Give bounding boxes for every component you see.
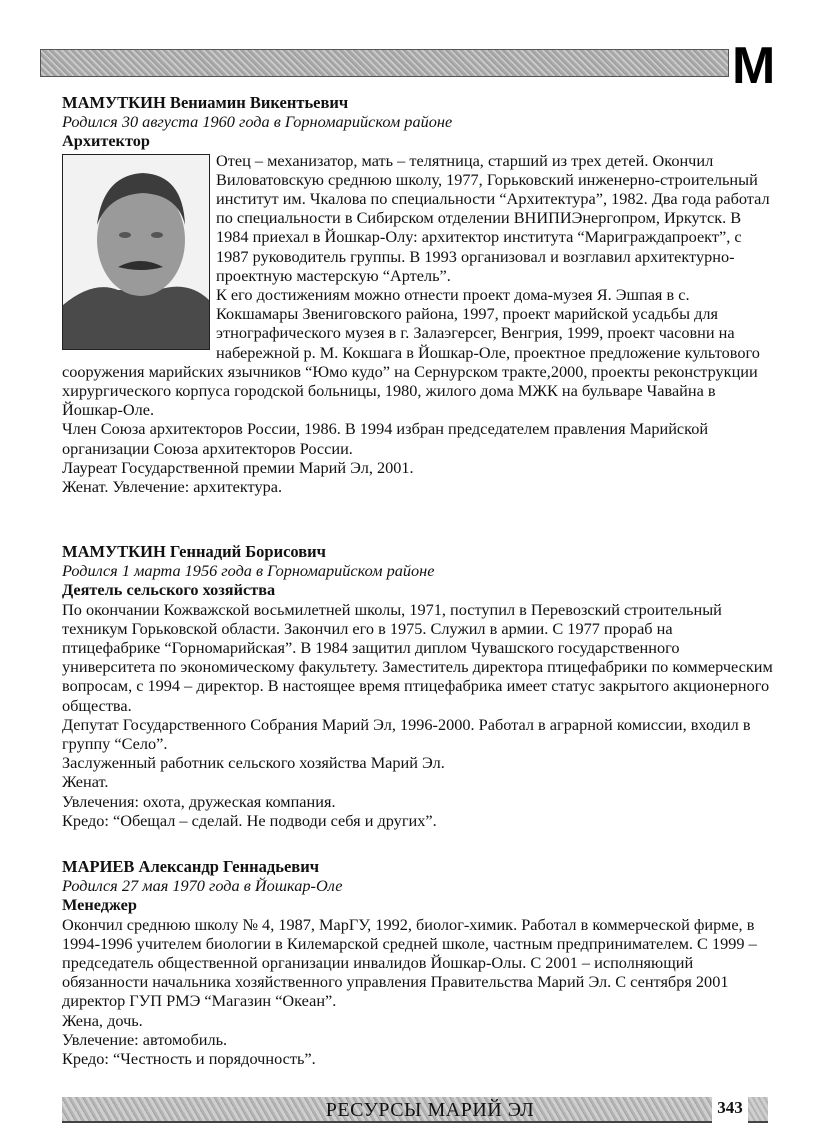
biography-paragraph: Лауреат Государственной премии Марий Эл, 2001. xyxy=(62,457,414,477)
biography-entry xyxy=(62,93,774,496)
biography-paragraph: Отец – механизатор, мать – телятница, старший из трех детей. Окончил Виловатовскую среднюю школу, 1977, Горьковский инженерно-строительный институт им. Чкалова по специальности “Архитектура”, 1982. Два года работал по специальности в Сибирском отделении ВНИПИЭнергопром, Иркутск. В 1984 приехал в Йошкар-Олу: архитектор института “Мариграждапроект”, с 1987 руководитель группы. В 1993 организовал и возглавил архитектурно-проектную мастерскую “Артель”. xyxy=(216,150,770,285)
profession: Архитектор xyxy=(62,131,150,151)
biography-paragraph: Увлечения: охота, дружеская компания. xyxy=(62,791,336,811)
biography-paragraph: Женат. Увлечение: архитектура. xyxy=(62,477,283,497)
person-name: МАРИЕВ Александр Геннадьевич xyxy=(62,857,320,876)
biography-paragraph: Депутат Государственного Собрания Марий Эл, 1996-2000. Работал в аграрной комиссии, входил в группу “Село”. xyxy=(62,714,751,754)
portrait-image-icon xyxy=(63,155,209,349)
birth-info: Родился 1 марта 1956 года в Горномарийском районе xyxy=(62,561,435,581)
section-letter: M xyxy=(732,37,776,95)
biography-paragraph: Кредо: “Обещал – сделай. Не подводи себя и других”. xyxy=(62,810,437,830)
footer-title: РЕСУРСЫ МАРИЙ ЭЛ xyxy=(325,1099,535,1121)
biography-paragraph: По окончании Кожважской восьмилетней школы, 1971, поступил в Перевозский строительный техникум Горьковской области. Закончил его в 1975. Служил в армии. С 1977 прораб на птицефабрике “Горномарийская”. В 1984 защитил диплом Чувашского государственного университета по экономическому факультету. Заместитель директора птицефабрики по коммерческим вопросам, с 1994 – директор. В настоящее время птицефабрика имеет статус закрытого акционерного общества. xyxy=(62,599,773,715)
footer-decorative-bar-end xyxy=(748,1097,768,1123)
page-number: 343 xyxy=(713,1097,747,1119)
biography-paragraph: Окончил среднюю школу № 4, 1987, МарГУ, 1992, биолог-химик. Работал в коммерческой фирме, в 1994-1996 учителем биологии в Килемарской средней школе, частным предпринимателем. С 1999 – председатель общественной организации инвалидов Йошкар-Олы. С 2001 – исполняющий обязанности начальника хозяйственного управления Правительства Марий Эл. С сентября 2001 директор ГУП РМЭ “Магазин “Океан”. xyxy=(62,914,757,1011)
person-name: МАМУТКИН Вениамин Викентьевич xyxy=(62,93,349,112)
biography-entry xyxy=(62,857,774,1068)
biography-paragraph: Женат. xyxy=(62,772,109,792)
biography-paragraph: Член Союза архитекторов России, 1986. В 1994 избран председателем правления Марийской организации Союза архитекторов России. xyxy=(62,419,709,458)
header-decorative-bar xyxy=(40,49,729,77)
portrait-photo xyxy=(62,154,210,350)
biography-paragraph: Увлечение: автомобиль. xyxy=(62,1029,228,1049)
biography-paragraph: Кредо: “Честность и порядочность”. xyxy=(62,1049,316,1069)
person-name: МАМУТКИН Геннадий Борисович xyxy=(62,542,326,561)
birth-info: Родился 30 августа 1960 года в Горномарийском районе xyxy=(62,112,453,132)
biography-entry xyxy=(62,542,774,830)
profession: Деятель сельского хозяйства xyxy=(62,580,276,600)
biography-paragraph: Жена, дочь. xyxy=(62,1010,143,1030)
biography-paragraph: Заслуженный работник сельского хозяйства Марий Эл. xyxy=(62,753,445,773)
birth-info: Родился 27 мая 1970 года в Йошкар-Оле xyxy=(62,876,343,896)
biography-paragraph: К его достижениям можно отнести проект дома-музея Я. Эшпая в с. Кокшамары Звениговского района, 1997, проект марийской усадьбы для этнографического музея в г. Залаэгерсег, Венгрия, 1999, проект часовни на набережной р. М. Кокшага в Йошкар-Оле, проектное предложение культового сооружения марийских язычников “Юмо кудо” на Сернурском тракте,2000, проекты реконструкции хирургического корпуса городской больницы, 1980, жилого дома МЖК на бульваре Чавайна в Йошкар-Оле. xyxy=(62,285,760,420)
profession: Менеджер xyxy=(62,895,137,915)
